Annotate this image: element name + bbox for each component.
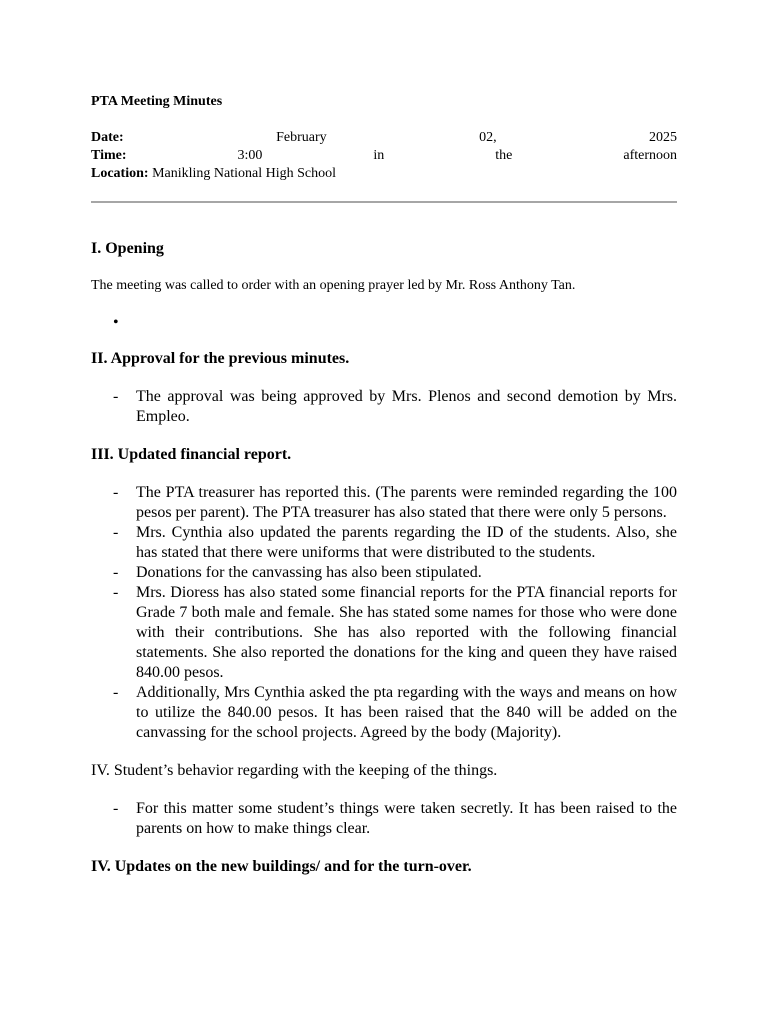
list-item: [91, 483, 677, 523]
document-title: PTA Meeting Minutes: [91, 94, 223, 109]
section-heading-buildings: IV. Updates on the new buildings/ and for the turn-over.: [91, 858, 472, 875]
list-item: [91, 799, 677, 839]
list-item: [91, 683, 677, 743]
dash-mark: -: [113, 584, 119, 601]
dash-mark: -: [113, 388, 119, 405]
empty-bullet-item: [91, 313, 677, 333]
list-item-text: The PTA treasurer has reported this. (The parents were reminded regarding the 100 pesos per parent). The PTA treasurer has also stated that there were only 5 persons.: [136, 484, 677, 521]
dash-mark: -: [113, 524, 119, 541]
time-label: Time:: [91, 148, 127, 163]
opening-text: The meeting was called to order with an opening prayer led by Mr. Ross Anthony Tan.: [91, 278, 576, 293]
section-heading-opening: I. Opening: [91, 240, 164, 257]
bullet-mark: •: [113, 314, 119, 331]
date-line: [91, 129, 677, 147]
dash-mark: -: [113, 484, 119, 501]
list-item-text: Mrs. Cynthia also updated the parents regarding the ID of the students. Also, she has stated that there were uniforms that were distributed to the students.: [136, 524, 677, 561]
dash-mark: -: [113, 800, 119, 817]
date-label: Date:: [91, 130, 124, 145]
list-item-text: Additionally, Mrs Cynthia asked the pta regarding with the ways and means on how to utilize the 840.00 pesos. It has been raised that the 840 will be added on the canvassing for the school projects. Agreed by the body (Majority).: [136, 684, 677, 741]
list-item: [91, 523, 677, 563]
section-heading-financial: III. Updated financial report.: [91, 446, 292, 463]
location-line: [91, 165, 677, 183]
dash-mark: -: [113, 684, 119, 701]
list-item: [91, 387, 677, 427]
section-heading-approval: II. Approval for the previous minutes.: [91, 350, 350, 367]
document-page: [91, 93, 677, 877]
time-line: [91, 147, 677, 165]
behavior-list: [91, 799, 677, 839]
list-item-text: Donations for the canvassing has also been stipulated.: [136, 564, 482, 581]
date-value: February 02, 2025: [276, 130, 677, 145]
list-item: [91, 563, 677, 583]
approval-list: [91, 387, 677, 427]
location-value: Manikling National High School: [152, 166, 336, 181]
dash-mark: -: [113, 564, 119, 581]
section-heading-behavior: IV. Student’s behavior regarding with the keeping of the things.: [91, 762, 498, 779]
list-item: [91, 583, 677, 683]
list-item-text: For this matter some student’s things were taken secretly. It has been raised to the parents on how to make things clear.: [136, 800, 677, 837]
list-item-text: The approval was being approved by Mrs. Plenos and second demotion by Mrs. Empleo.: [136, 388, 677, 425]
time-value: 3:00 in the afternoon: [237, 148, 678, 163]
location-label: Location:: [91, 166, 149, 181]
list-item-text: Mrs. Dioress has also stated some financial reports for the PTA financial reports for Grade 7 both male and female. She has stated some names for those who were done with their contributions. She has also reported with the following financial statements. She also reported the donations for the king and queen they have raised 840.00 pesos.: [136, 584, 677, 681]
financial-list: [91, 483, 677, 743]
horizontal-rule: [91, 201, 677, 203]
